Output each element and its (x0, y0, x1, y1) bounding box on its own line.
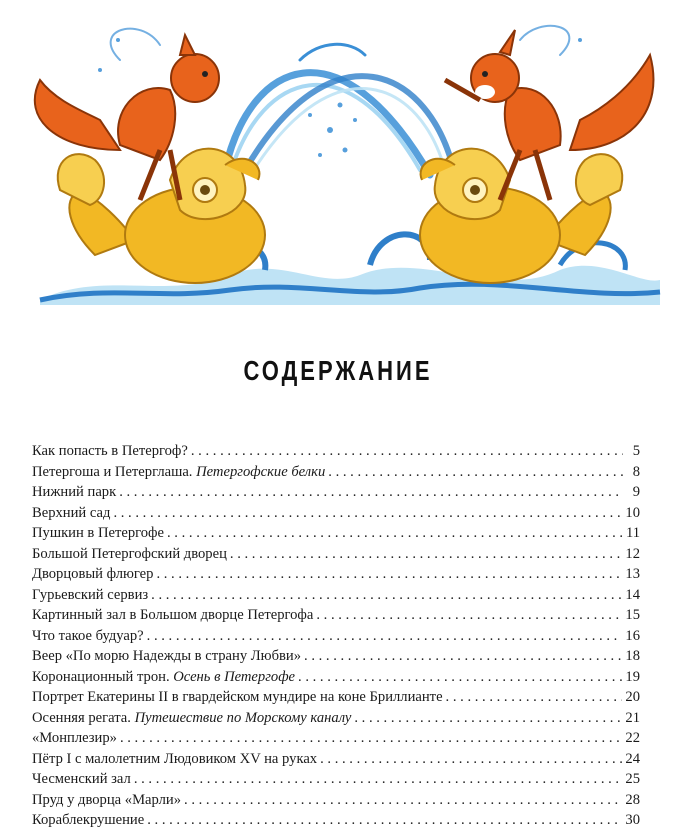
table-of-contents (32, 441, 640, 831)
toc-leader-dots (328, 462, 623, 483)
toc-entry-title (32, 769, 131, 790)
page-title: СОДЕРЖАНИЕ (243, 354, 433, 386)
toc-entry[interactable] (32, 605, 640, 626)
toc-entry[interactable] (32, 667, 640, 688)
toc-entry-main-title: Пушкин в Петергофе (32, 525, 164, 541)
toc-leader-dots (167, 523, 623, 544)
toc-entry-main-title: Как попасть в Петергоф? (32, 443, 188, 459)
toc-entry-main-title: «Монплезир» (32, 730, 117, 746)
toc-entry[interactable] (32, 482, 640, 503)
toc-page-number: 16 (625, 627, 640, 644)
toc-entry-main-title: Верхний сад (32, 504, 111, 521)
toc-entry-main-title: Веер «По морю Надежды в страну Любви» (32, 648, 302, 664)
toc-leader-dots (120, 728, 622, 749)
toc-entry[interactable] (32, 687, 640, 708)
toc-entry-title (32, 564, 153, 585)
left-golden-fish (58, 149, 265, 283)
toc-entry[interactable] (32, 544, 640, 565)
toc-page-number: 25 (625, 771, 640, 787)
toc-entry-title (32, 687, 443, 708)
toc-entry-subtitle: Петергофские белки (196, 463, 326, 480)
toc-entry[interactable] (32, 769, 640, 790)
toc-leader-dots (156, 564, 622, 585)
toc-entry[interactable] (32, 585, 640, 606)
toc-entry-title (32, 503, 110, 524)
toc-page-number: 9 (632, 484, 640, 500)
toc-entry-title (32, 523, 164, 544)
toc-leader-dots (354, 708, 622, 729)
toc-page-number: 22 (625, 730, 640, 746)
toc-entry[interactable] (32, 646, 640, 667)
toc-entry[interactable] (32, 626, 640, 647)
toc-entry-subtitle: Путешествие по Морскому каналу (134, 709, 352, 726)
toc-entry-main-title: Картинный зал в Большом дворце Петергофа (32, 607, 314, 623)
toc-page-number: 15 (625, 607, 640, 623)
toc-leader-dots (184, 790, 622, 811)
toc-entry-title (32, 626, 144, 647)
toc-entry-title (32, 667, 295, 688)
toc-entry-main-title: Гурьевский сервиз (32, 586, 149, 603)
toc-entry-main-title: Коронационный трон. (32, 668, 170, 685)
toc-page-number: 13 (625, 566, 640, 582)
toc-leader-dots (298, 667, 622, 688)
toc-entry-title (32, 585, 148, 606)
toc-leader-dots (147, 626, 623, 647)
toc-leader-dots (147, 810, 622, 831)
toc-entry[interactable] (32, 810, 640, 831)
toc-entry[interactable] (32, 728, 640, 749)
fountain-squirrels-illustration (0, 0, 676, 320)
toc-page-number: 10 (625, 504, 640, 521)
toc-entry[interactable] (32, 749, 640, 770)
toc-page-number: 24 (625, 750, 640, 767)
toc-entry-title (32, 544, 227, 565)
toc-entry[interactable] (32, 503, 640, 524)
right-golden-fish (420, 149, 622, 283)
toc-leader-dots (113, 503, 622, 524)
toc-entry-main-title: Пруд у дворца «Марли» (32, 791, 182, 808)
toc-page-number: 19 (625, 668, 640, 685)
toc-entry-main-title: Пётр I с малолетним Людовиком XV на руках (32, 750, 318, 767)
toc-entry-main-title: Портрет Екатерины II в гвардейском мундире на коне Бриллианте (32, 689, 443, 705)
toc-leader-dots (151, 585, 622, 606)
toc-page-number: 12 (625, 545, 640, 562)
toc-leader-dots (320, 749, 622, 770)
toc-entry-main-title: Нижний парк (32, 484, 117, 500)
toc-entry-title (32, 605, 313, 626)
toc-page-number: 28 (625, 791, 640, 808)
toc-entry-title (32, 728, 117, 749)
toc-leader-dots (191, 441, 623, 462)
toc-entry[interactable] (32, 523, 640, 544)
toc-page-number: 11 (625, 525, 640, 541)
toc-leader-dots (316, 605, 622, 626)
toc-page-number: 14 (625, 586, 640, 603)
toc-entry-title (32, 646, 301, 667)
toc-entry-main-title: Что такое будуар? (32, 627, 144, 644)
toc-entry-title (32, 810, 144, 831)
toc-leader-dots (134, 769, 623, 790)
toc-entry[interactable] (32, 708, 640, 729)
toc-page-number: 20 (625, 689, 640, 705)
toc-entry-title (32, 749, 317, 770)
toc-leader-dots (446, 687, 623, 708)
toc-entry-main-title: Петергоша и Петерглаша. (32, 463, 193, 480)
toc-entry[interactable] (32, 564, 640, 585)
toc-entry-title (32, 790, 181, 811)
toc-entry-main-title: Осенняя регата. (32, 709, 131, 726)
toc-entry-title (32, 462, 325, 483)
toc-entry-main-title: Кораблекрушение (32, 812, 145, 828)
toc-leader-dots (119, 482, 623, 503)
toc-entry[interactable] (32, 790, 640, 811)
toc-entry-main-title: Дворцовый флюгер (32, 566, 154, 582)
toc-entry[interactable] (32, 462, 640, 483)
toc-page-number: 30 (625, 812, 640, 828)
toc-entry-main-title: Большой Петергофский дворец (32, 545, 227, 562)
toc-entry-title (32, 441, 188, 462)
toc-page-number: 5 (632, 443, 640, 459)
toc-entry-main-title: Чесменский зал (32, 771, 131, 787)
toc-leader-dots (304, 646, 622, 667)
toc-entry-title (32, 708, 351, 729)
toc-page-number: 18 (625, 648, 640, 664)
toc-entry[interactable] (32, 441, 640, 462)
toc-entry-title (32, 482, 116, 503)
toc-page-number: 21 (625, 709, 640, 726)
toc-page-number: 8 (632, 463, 640, 480)
toc-entry-subtitle: Осень в Петергофе (173, 668, 296, 685)
toc-leader-dots (230, 544, 623, 565)
